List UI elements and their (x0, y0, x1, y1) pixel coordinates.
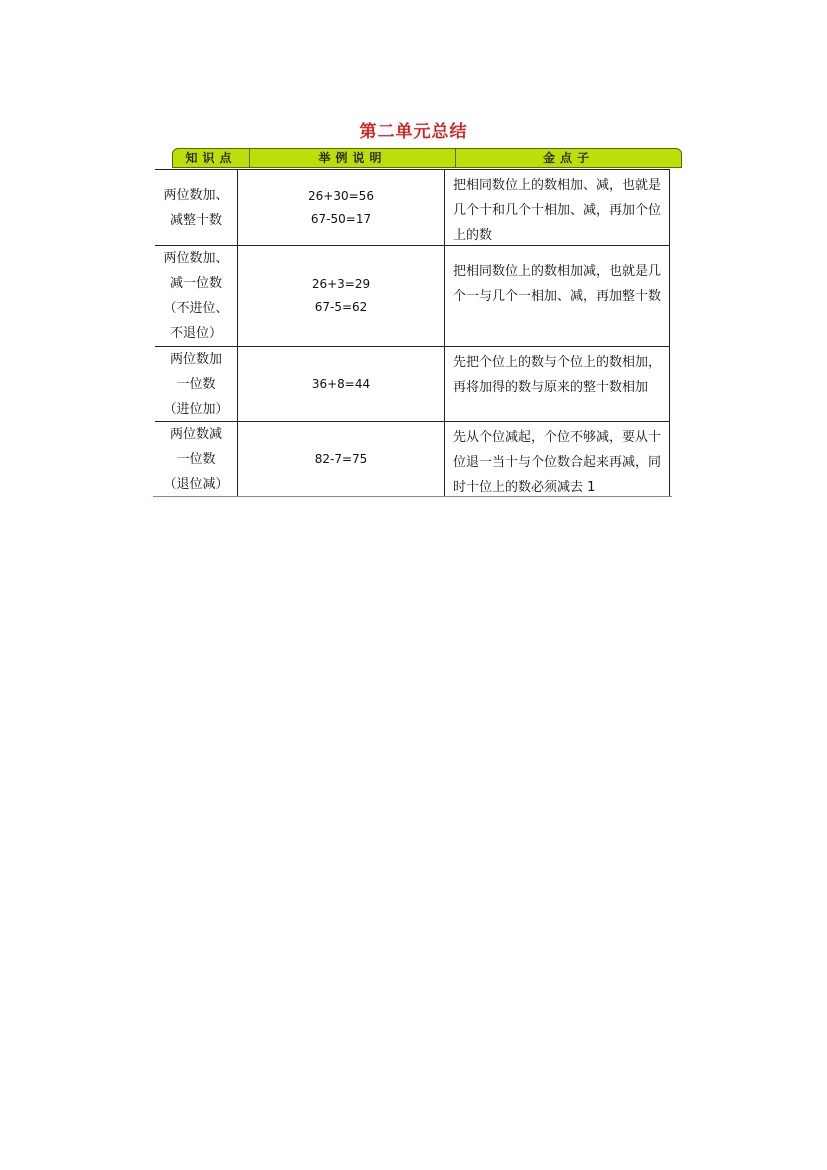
topic-line: （不进位、 (163, 301, 229, 316)
topic-line: 两位数加、 (163, 251, 229, 266)
example-equation: 26+30=56 (308, 188, 374, 203)
header-golden-tip: 金点子 (542, 151, 594, 165)
topic-line: 两位数加 (169, 351, 222, 367)
topic-line: （退位减） (163, 476, 229, 492)
example-cell (237, 246, 444, 346)
table-row (155, 169, 670, 245)
page-title: 第二单元总结 (359, 122, 468, 142)
topic-line: 减一位数 (169, 276, 222, 291)
tip-cell: 先从个位减起，个位不够减，要从十位退一当十与个位数合起来再减，同时十位上的数必须减去 1 (444, 422, 670, 496)
tip-cell: 把相同数位上的数相加、减，也就是几个十和几个十相加、减，再加个位上的数 (444, 170, 670, 245)
header-examples: 举例说明 (318, 151, 387, 165)
tip-cell: 先把个位上的数与个位上的数相加，再将加得的数与原来的整十数相加 (444, 347, 670, 421)
topic-line: 两位数减 (169, 426, 222, 442)
header-knowledge-point: 知识点 (185, 151, 237, 165)
tip-cell: 把相同数位上的数相加减，也就是几个一与几个一相加、减，再加整十数 (444, 246, 670, 346)
example-equation: 26+3=29 (311, 277, 371, 291)
topic-line: 一位数 (176, 376, 216, 392)
table-header (172, 148, 682, 168)
example-equation: 67-50=17 (310, 211, 372, 226)
example-cell (237, 170, 444, 245)
topic-line: 一位数 (176, 451, 216, 467)
example-equation: 82-7=75 (314, 451, 368, 466)
topic-line: 两位数加、 (163, 187, 229, 203)
topic-line: 不退位） (169, 326, 222, 341)
knowledge-point-cell (155, 422, 237, 496)
example-cell (237, 347, 444, 421)
table-row (155, 421, 670, 496)
knowledge-point-cell (155, 170, 237, 245)
table-bottom-border (153, 496, 672, 497)
table-row (155, 346, 670, 421)
example-cell (237, 422, 444, 496)
knowledge-point-cell (155, 347, 237, 421)
knowledge-point-cell (155, 246, 237, 346)
example-equation: 67-5=62 (314, 300, 368, 314)
example-equation: 36+8=44 (311, 376, 371, 391)
topic-line: （进位加） (163, 401, 229, 417)
topic-line: 减整十数 (169, 212, 222, 228)
table-row (155, 245, 670, 346)
